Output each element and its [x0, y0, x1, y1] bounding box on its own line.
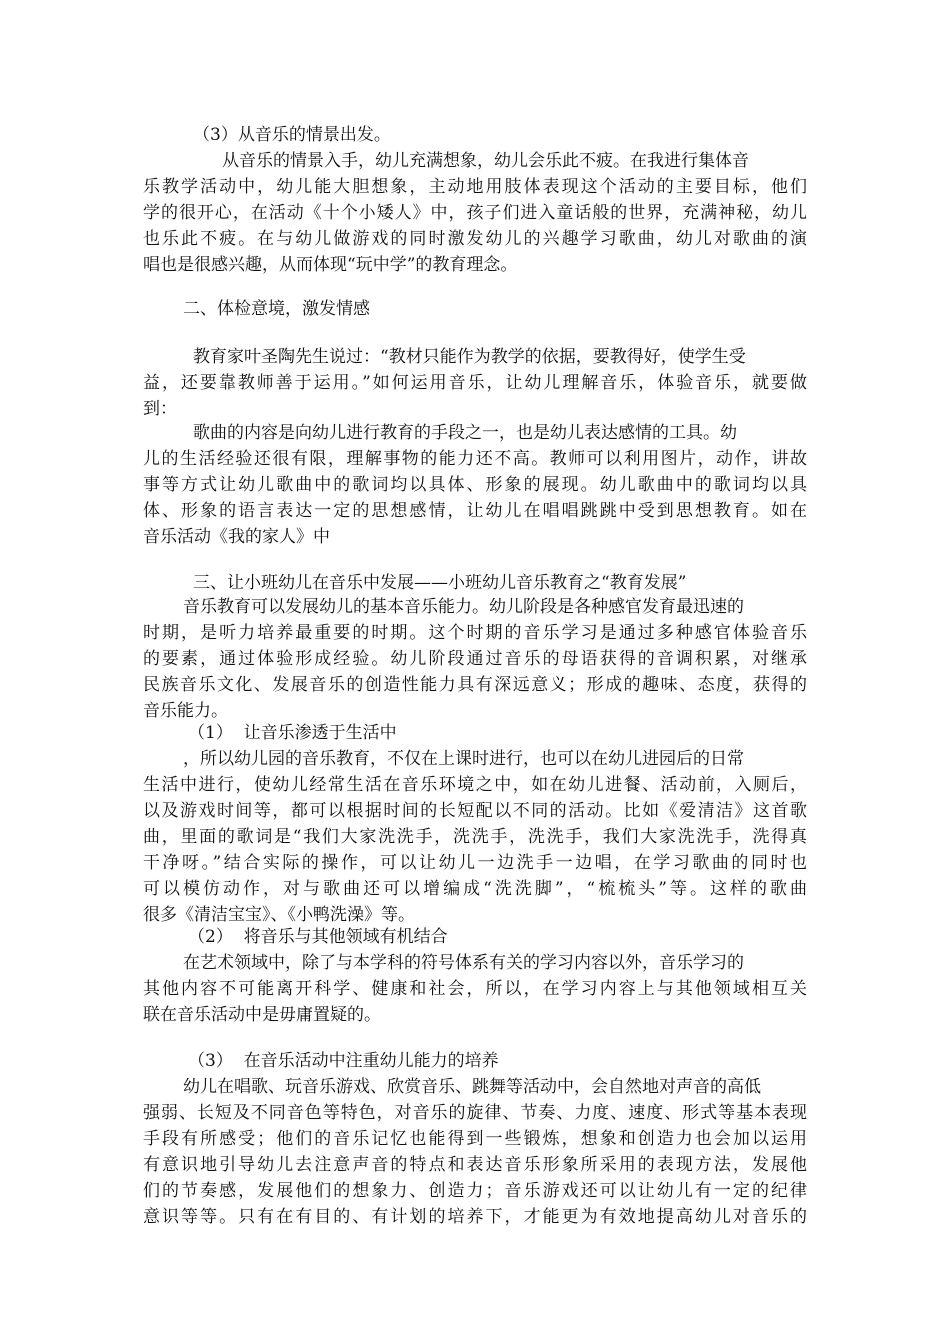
section-2-heading: 二、体检意境，激发情感	[183, 299, 370, 319]
subsection-3-heading: （3） 在音乐活动中注重幼儿能力的培养	[188, 1051, 499, 1071]
paragraph-line: 生活中进行，使幼儿经常生活在音乐环境之中，如在幼儿进餐、活动前，入厕后，	[143, 775, 807, 795]
paragraph-line: 民族音乐文化、发展音乐的创造性能力具有深远意义；形成的趣味、态度，获得的	[143, 675, 807, 695]
paragraph-line: 从音乐的情景入手，幼儿充满想象，幼儿会乐此不疲。在我进行集体音	[222, 151, 749, 171]
paragraph-line: 唱也是很感兴趣，从而体现“玩中学”的教育理念。	[143, 255, 518, 275]
paragraph-line: 曲，里面的歌词是“我们大家洗洗手，洗洗手，洗洗手，我们大家洗洗手，洗得真	[143, 827, 807, 847]
paragraph-line: 教育家叶圣陶先生说过：“教材只能作为教学的依据，要教得好，使学生受	[193, 347, 746, 367]
paragraph-line: 有意识地引导幼儿去注意声音的特点和表达音乐形象所采用的表现方法，发展他	[143, 1155, 807, 1175]
section-play-heading: （3）从音乐的情景出发。	[193, 125, 391, 145]
paragraph-line: 事等方式让幼儿歌曲中的歌词均以具体、形象的展现。幼儿歌曲中的歌词均以具	[143, 475, 807, 495]
paragraph-line: 到：	[143, 399, 177, 419]
paragraph-line: 以及游戏时间等，都可以根据时间的长短配以不同的活动。比如《爱清洁》这首歌	[143, 801, 807, 821]
paragraph-line: 体、形象的语言表达一定的思想感情，让幼儿在唱唱跳跳中受到思想教育。如在	[143, 501, 807, 521]
paragraph-line: 学的很开心，在活动《十个小矮人》中，孩子们进入童话般的世界，充满神秘，幼儿	[143, 203, 807, 223]
paragraph-line: 在艺术领域中，除了与本学科的符号体系有关的学习内容以外，音乐学习的	[183, 953, 744, 973]
paragraph-line: 音乐教育可以发展幼儿的基本音乐能力。幼儿阶段是各种感官发育最迅速的	[183, 597, 744, 617]
paragraph-line: 也乐此不疲。在与幼儿做游戏的同时激发幼儿的兴趣学习歌曲，幼儿对歌曲的演	[143, 229, 807, 249]
paragraph-line: 干净呀。”结合实际的操作，可以让幼儿一边洗手一边唱，在学习歌曲的同时也	[143, 853, 807, 873]
subsection-1-heading: （1） 让音乐渗透于生活中	[188, 723, 397, 743]
paragraph-line: 手段有所感受；他们的音乐记忆也能得到一些锻炼，想象和创造力也会加以运用	[143, 1129, 807, 1149]
section-3-heading: 三、让小班幼儿在音乐中发展——小班幼儿音乐教育之“教育发展”	[193, 573, 687, 593]
paragraph-line: 的要素，通过体验形成经验。幼儿阶段通过音乐的母语获得的音调积累，对继承	[143, 649, 807, 669]
paragraph-line: 音乐能力。	[143, 701, 228, 721]
paragraph-line: 儿的生活经验还很有限，理解事物的能力还不高。教师可以利用图片，动作，讲故	[143, 449, 807, 469]
paragraph-line: 很多《清洁宝宝》、《小鸭洗澡》等。	[143, 905, 415, 925]
paragraph-line: 们的节奏感，发展他们的想象力、创造力；音乐游戏还可以让幼儿有一定的纪律	[143, 1181, 807, 1201]
paragraph-line: 时期，是听力培养最重要的时期。这个时期的音乐学习是通过多种感官体验音乐	[143, 623, 807, 643]
subsection-2-heading: （2） 将音乐与其他领域有机结合	[188, 927, 448, 947]
paragraph-line: 歌曲的内容是向幼儿进行教育的手段之一，也是幼儿表达感情的工具。幼	[193, 423, 737, 443]
paragraph-line: 强弱、长短及不同音色等特色，对音乐的旋律、节奏、力度、速度、形式等基本表现	[143, 1103, 807, 1123]
paragraph-line: 可以模仿动作，对与歌曲还可以增编成“洗洗脚”，“梳梳头”等。这样的歌曲	[143, 879, 807, 899]
paragraph-line: ，所以幼儿园的音乐教育，不仅在上课时进行，也可以在幼儿进园后的日常	[183, 749, 744, 769]
paragraph-line: 益，还要靠教师善于运用。”如何运用音乐，让幼儿理解音乐，体验音乐，就要做	[143, 373, 807, 393]
paragraph-line: 幼儿在唱歌、玩音乐游戏、欣赏音乐、跳舞等活动中，会自然地对声音的高低	[183, 1077, 761, 1097]
paragraph-line: 其他内容不可能离开科学、健康和社会，所以，在学习内容上与其他领域相互关	[143, 979, 807, 999]
paragraph-line: 乐教学活动中，幼儿能大胆想象，主动地用肢体表现这个活动的主要目标，他们	[143, 177, 807, 197]
paragraph-line: 音乐活动《我的家人》中	[143, 527, 330, 547]
paragraph-line: 联在音乐活动中是毋庸置疑的。	[143, 1005, 381, 1025]
paragraph-line: 意识等等。只有在有目的、有计划的培养下，才能更为有效地提高幼儿对音乐的	[143, 1207, 807, 1227]
